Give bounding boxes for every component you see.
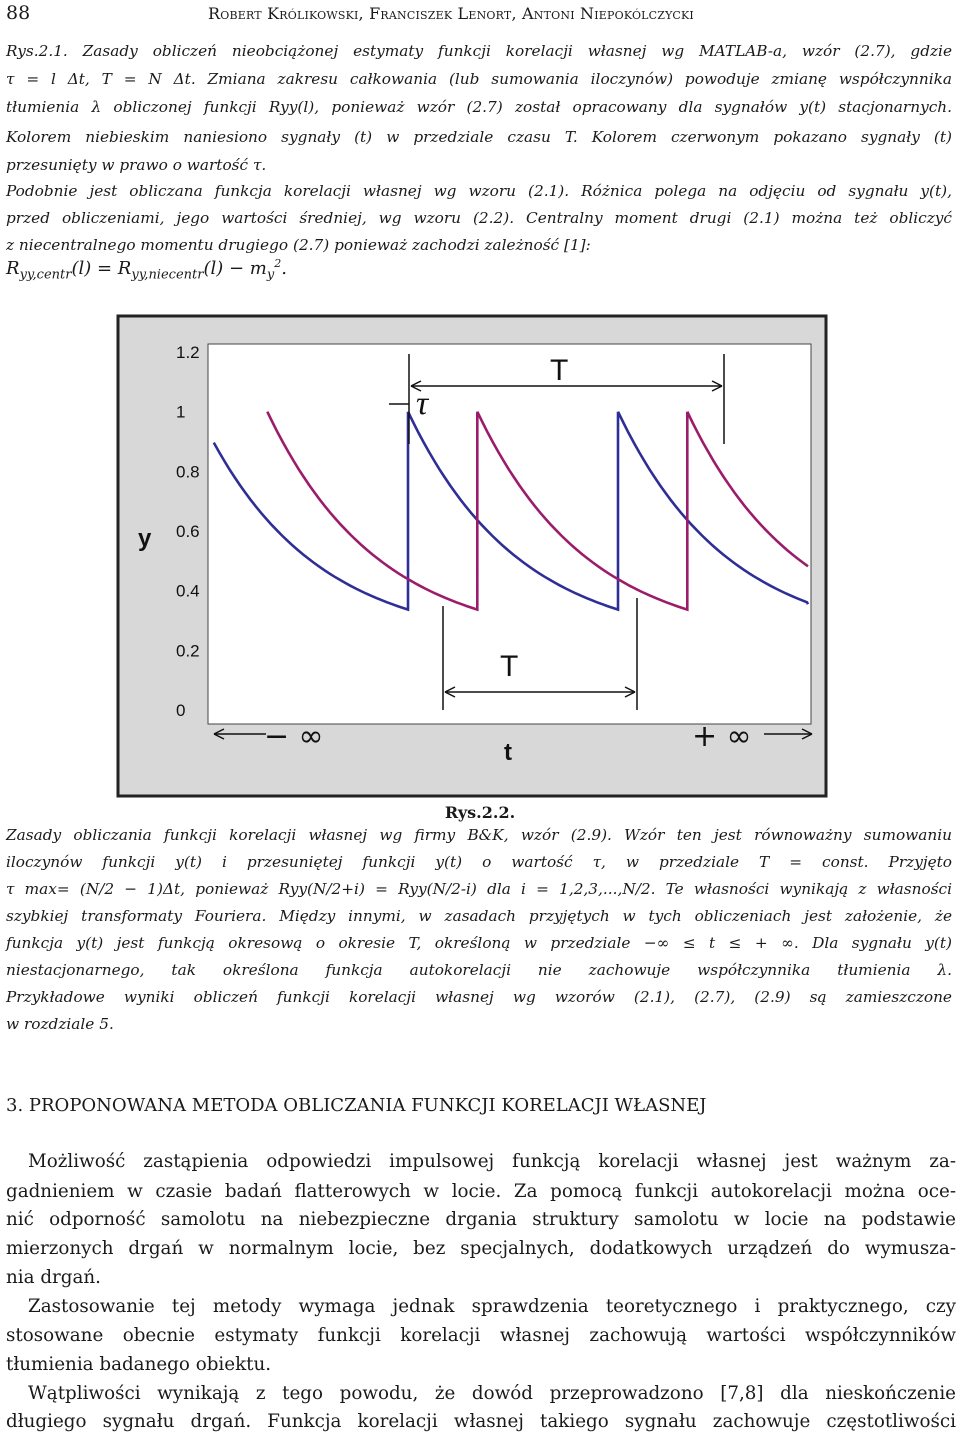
y-tick-label: 0.2 xyxy=(176,641,200,661)
caption-line: Przykładowe wyniki obliczeń funkcji korelacji własnej wg wzorów (2.1), (2.7), (2.9) są zamieszczone xyxy=(6,988,952,1006)
caption-line: funkcja y(t) jest funkcją okresową o okresie T, określoną w przedziale −∞ ≤ t ≤ + ∞. Dla sygnału y(t) xyxy=(6,934,952,952)
body-line: nić odporność samolotu na niebezpieczne drgania struktury samolotu w locie na podstawie xyxy=(6,1209,956,1230)
y-axis-label: y xyxy=(138,525,152,552)
y-tick-label: 0.6 xyxy=(176,522,200,541)
body-line: stosowane obecnie estymaty funkcji korelacji własnej zachowują wartości współczynników xyxy=(6,1325,956,1346)
caption-line: niestacjonarnego, tak określona funkcja autokorelacji nie zachowuje współczynnika tłumienia λ. xyxy=(6,961,952,979)
running-head: Robert Królikowski, Franciszek Lenort, Antoni Niepokólczycki xyxy=(208,4,694,23)
body-line: długiego sygnału drgań. Funkcja korelacji własnej takiego sygnału zachowuje częstotliwości xyxy=(6,1411,956,1432)
intro-line: przed obliczeniami, jego wartości średniej, wg wzoru (2.2). Centralny moment drugi (2.1) można też obliczyć xyxy=(6,209,952,227)
body-line: Zastosowanie tej metody wymaga jednak sprawdzenia teoretycznego i praktycznego, czy xyxy=(28,1296,956,1317)
body-line: gadnieniem w czasie badań flatterowych w locie. Za pomocą funkcji autokorelacji można oce- xyxy=(6,1181,956,1202)
page-number: 88 xyxy=(6,2,31,24)
caption-line: w rozdziale 5. xyxy=(6,1015,114,1033)
intro-line: przesunięty w prawo o wartość τ. xyxy=(6,156,267,174)
minus-infinity-label: − ∞ xyxy=(264,719,324,754)
page-header xyxy=(4,0,956,28)
intro-line: z niecentralnego momentu drugiego (2.7) ponieważ zachodzi zależność [1]: xyxy=(6,236,591,254)
caption-line: iloczynów funkcji y(t) i przesuniętej funkcji y(t) o wartość τ, w przedziale T = const. Przyjęto xyxy=(6,853,952,871)
correlation-figure xyxy=(116,314,828,798)
intro-line: Podobnie jest obliczana funkcja korelacji własnej wg wzoru (2.1). Różnica polega na odjęciu od sygnału y(t), xyxy=(6,182,952,200)
intro-line: tłumienia λ obliczonej funkcji Ryy(l), ponieważ wzór (2.7) został opracowany dla sygnałów y(t) stacjonarnych. xyxy=(6,98,952,116)
plus-infinity-label: + ∞ xyxy=(692,719,752,754)
formula-central-moment: $R_{yy,centr}(l) = R_{yy,niecentr}(l) - m_y^2$. xyxy=(6,257,287,283)
period-label-top: T xyxy=(550,354,569,387)
shift-label: τ xyxy=(416,385,429,422)
y-tick-label: 0.8 xyxy=(176,462,200,482)
section-title: 3. PROPONOWANA METODA OBLICZANIA FUNKCJI KORELACJI WŁASNEJ xyxy=(6,1095,707,1116)
period-label-bottom: T xyxy=(500,650,519,683)
body-line: Możliwość zastąpienia odpowiedzi impulsowej funkcją korelacji własnej jest ważnym za- xyxy=(28,1151,956,1172)
y-tick-label: 0 xyxy=(176,701,186,720)
caption-line: τ max= (N/2 − 1)Δt, ponieważ Ryy(N/2+i) = Ryy(N/2-i) dla i = 1,2,3,...,N/2. Te własności wynikają z własności xyxy=(6,880,952,898)
figure-caption: Rys.2.2. xyxy=(444,803,516,822)
body-line: mierzonych drgań w normalnym locie, bez specjalnych, dodatkowych urządzeń do wymusza- xyxy=(6,1238,956,1259)
intro-line: Kolorem niebieskim naniesiono sygnały (t) w przedziale czasu T. Kolorem czerwonym pokazano sygnały (t) xyxy=(6,128,952,146)
intro-line: Rys.2.1. Zasady obliczeń nieobciążonej estymaty funkcji korelacji własnej wg MATLAB-a, wzór (2.7), gdzie xyxy=(6,42,952,60)
y-tick-label: 1 xyxy=(176,402,186,422)
x-axis-label: t xyxy=(504,739,512,766)
caption-line: szybkiej transformaty Fouriera. Między innymi, w zasadach przyjętych w tych obliczeniach jest założenie, że xyxy=(6,907,952,925)
body-line: tłumienia badanego obiektu. xyxy=(6,1354,272,1375)
y-tick-label: 0.4 xyxy=(176,581,200,601)
intro-line: τ = l Δt, T = N Δt. Zmiana zakresu całkowania (lub sumowania iloczynów) powoduje zmianę współczynnika xyxy=(6,70,952,88)
body-line: Wątpliwości wynikają z tego powodu, że dowód przeprowadzono [7,8] dla nieskończenie xyxy=(28,1383,956,1404)
caption-line: Zasady obliczania funkcji korelacji własnej wg firmy B&K, wzór (2.9). Wzór ten jest równoważny sumowaniu xyxy=(6,826,952,844)
y-tick-label: 1.2 xyxy=(176,343,200,362)
body-line: nia drgań. xyxy=(6,1267,101,1288)
